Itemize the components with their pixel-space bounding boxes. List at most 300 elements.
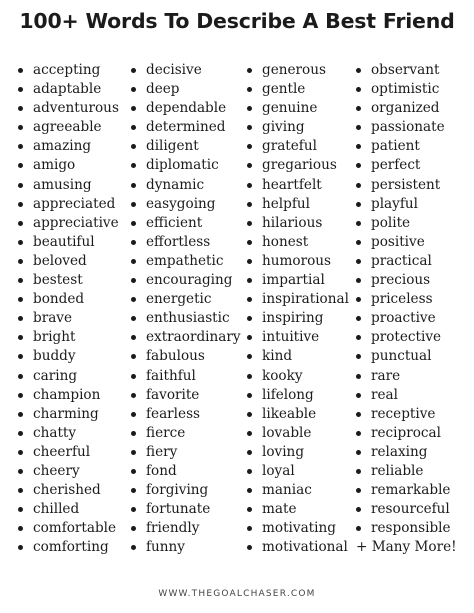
word-list-item [247, 328, 349, 347]
word-text: reliable [371, 462, 424, 479]
bullet-icon [18, 297, 23, 302]
bullet-icon [247, 68, 252, 73]
bullet-icon [18, 507, 23, 512]
word-text: effortless [146, 233, 211, 250]
word-text: fearless [146, 405, 201, 422]
word-text: accepting [33, 62, 101, 78]
word-column-3 [247, 61, 349, 557]
bullet-icon [131, 202, 136, 207]
bullet-icon [18, 106, 23, 111]
word-list-item [247, 80, 349, 99]
word-list-item [247, 290, 349, 309]
word-text: practical [371, 252, 432, 269]
bullet-icon [131, 412, 136, 417]
word-text: friendly [146, 520, 200, 537]
word-text: encouraging [146, 272, 233, 289]
word-text: intuitive [262, 329, 320, 346]
word-text: mate [262, 501, 297, 518]
word-text: bright [33, 329, 76, 346]
bullet-icon [356, 87, 361, 92]
bullet-icon [18, 354, 23, 359]
word-text: fiery [146, 443, 178, 460]
bullet-icon [356, 335, 361, 340]
word-text: fabulous [146, 348, 205, 365]
word-list-item [18, 233, 119, 252]
bullet-icon [247, 240, 252, 245]
bullet-icon [131, 469, 136, 474]
word-list-item [18, 195, 119, 214]
word-text: maniac [262, 482, 312, 499]
bullet-icon [131, 316, 136, 321]
word-text: observant [371, 62, 440, 78]
bullet-icon [18, 278, 23, 283]
word-text: fortunate [146, 501, 211, 518]
bullet-icon [131, 393, 136, 398]
bullet-icon [131, 106, 136, 111]
bullet-icon [247, 450, 252, 455]
word-list-item [131, 214, 241, 233]
word-list-item [131, 309, 241, 328]
word-list-item [18, 443, 119, 462]
bullet-icon [131, 354, 136, 359]
word-text: bonded [33, 291, 85, 308]
word-text: amigo [33, 157, 76, 174]
word-list-item [247, 481, 349, 500]
bullet-icon [247, 354, 252, 359]
bullet-icon [356, 526, 361, 531]
word-list-item [18, 481, 119, 500]
bullet-icon [247, 507, 252, 512]
word-list-item [356, 443, 457, 462]
word-text: beloved [33, 252, 87, 269]
word-list-item [18, 424, 119, 443]
word-text: buddy [33, 348, 76, 365]
word-text: lifelong [262, 386, 314, 403]
word-text: cheerful [33, 443, 91, 460]
word-list-item [356, 99, 457, 118]
word-text: energetic [146, 291, 212, 308]
word-list-item [247, 347, 349, 366]
word-list-item [247, 367, 349, 386]
word-list-item [247, 309, 349, 328]
word-text: forgiving [146, 482, 209, 499]
word-text: enthusiastic [146, 310, 230, 327]
word-text: gregarious [262, 157, 337, 174]
word-text: patient [371, 138, 420, 155]
word-text: impartial [262, 272, 325, 289]
word-text: persistent [371, 176, 441, 193]
bullet-icon [356, 125, 361, 130]
bullet-icon [18, 221, 23, 226]
bullet-icon [18, 316, 23, 321]
word-text: polite [371, 214, 411, 231]
word-text: gentle [262, 81, 306, 98]
bullet-icon [247, 431, 252, 436]
word-list-item [18, 176, 119, 195]
word-list-item [356, 137, 457, 156]
word-column-2 [131, 61, 241, 557]
bullet-icon [356, 374, 361, 379]
word-list-item [247, 137, 349, 156]
bullet-icon [247, 374, 252, 379]
word-text: resourceful [371, 501, 450, 518]
word-list-item [131, 519, 241, 538]
word-list-item [356, 214, 457, 233]
word-text: amusing [33, 176, 92, 193]
bullet-icon [18, 259, 23, 264]
page-title: 100+ Words To Describe A Best Friend [19, 9, 455, 33]
word-list-item [356, 233, 457, 252]
bullet-icon [356, 412, 361, 417]
bullet-icon [356, 68, 361, 73]
word-list-item [131, 405, 241, 424]
word-list-item [18, 386, 119, 405]
word-list-item [131, 424, 241, 443]
bullet-icon [18, 125, 23, 130]
bullet-icon [356, 488, 361, 493]
word-list-item [356, 405, 457, 424]
word-list-item [18, 214, 119, 233]
word-list-item [247, 99, 349, 118]
bullet-icon [247, 545, 252, 550]
word-text: honest [262, 233, 309, 250]
word-text: motivating [262, 520, 336, 537]
bullet-icon [18, 68, 23, 73]
bullet-icon [18, 87, 23, 92]
word-list-item [131, 156, 241, 175]
word-list-item [18, 118, 119, 137]
word-text: remarkable [371, 482, 451, 499]
word-text: cheery [33, 462, 80, 479]
bullet-icon [18, 144, 23, 149]
word-list-item [131, 137, 241, 156]
word-text: passionate [371, 119, 445, 136]
bullet-icon [247, 106, 252, 111]
website-footer: WWW.THEGOALCHASER.COM [158, 589, 316, 599]
word-list-item [18, 271, 119, 290]
word-list-item [131, 61, 241, 80]
bullet-icon [18, 469, 23, 474]
word-text: adaptable [33, 81, 102, 98]
bullet-icon [356, 278, 361, 283]
word-list-item [131, 99, 241, 118]
word-text: grateful [262, 138, 317, 155]
word-text: reciprocal [371, 424, 441, 441]
bullet-icon [356, 297, 361, 302]
bullet-icon [247, 221, 252, 226]
bullet-icon [18, 450, 23, 455]
word-text: perfect [371, 157, 421, 174]
word-list-item [247, 176, 349, 195]
word-list-item [247, 519, 349, 538]
word-text: organized [371, 100, 440, 117]
word-list-item [356, 462, 457, 481]
word-text: comfortable [33, 520, 117, 537]
bullet-icon [18, 393, 23, 398]
bullet-icon [356, 316, 361, 321]
bullet-icon [131, 335, 136, 340]
word-list-item [18, 137, 119, 156]
word-text: dynamic [146, 176, 205, 193]
bullet-icon [356, 354, 361, 359]
word-text: diligent [146, 138, 199, 155]
word-list-item [356, 500, 457, 519]
word-text: loyal [262, 462, 295, 479]
word-list-item [18, 538, 119, 557]
word-text: comforting [33, 539, 109, 556]
bullet-icon [18, 545, 23, 550]
word-list-item [131, 538, 241, 557]
word-list-item [131, 290, 241, 309]
word-text: appreciative [33, 214, 119, 231]
bullet-icon [247, 278, 252, 283]
word-list-item [247, 386, 349, 405]
word-list-item [356, 156, 457, 175]
word-list-item [356, 80, 457, 99]
bullet-icon [131, 374, 136, 379]
bullet-icon [247, 163, 252, 168]
word-list-item [18, 309, 119, 328]
word-list-item [247, 462, 349, 481]
bullet-icon [356, 259, 361, 264]
word-text: heartfelt [262, 176, 322, 193]
bullet-icon [356, 450, 361, 455]
word-text: caring [33, 367, 78, 384]
word-text: inspirational [262, 291, 349, 308]
word-text: champion [33, 386, 101, 403]
bullet-icon [18, 526, 23, 531]
word-list-item [131, 328, 241, 347]
bullet-icon [131, 297, 136, 302]
bullet-icon [356, 163, 361, 168]
word-text: faithful [146, 367, 196, 384]
word-text: funny [146, 539, 185, 556]
word-list-item [356, 61, 457, 80]
word-list-item [131, 367, 241, 386]
word-list-item [247, 118, 349, 137]
bullet-icon [18, 163, 23, 168]
word-list-item [247, 500, 349, 519]
word-text: bestest [33, 272, 83, 289]
bullet-icon [247, 87, 252, 92]
bullet-icon [247, 488, 252, 493]
word-text: priceless [371, 291, 433, 308]
word-text: likeable [262, 405, 317, 422]
word-text: charming [33, 405, 99, 422]
word-text: decisive [146, 62, 202, 78]
word-text: punctual [371, 348, 432, 365]
word-text: real [371, 386, 398, 403]
bullet-icon [131, 125, 136, 130]
bullet-icon [247, 183, 252, 188]
word-list-item [18, 500, 119, 519]
word-column-1 [18, 61, 119, 557]
bullet-icon [18, 374, 23, 379]
bullet-icon [356, 469, 361, 474]
word-text: motivational [262, 539, 348, 556]
word-text: responsible [371, 520, 451, 537]
bullet-icon [131, 545, 136, 550]
word-list-item [18, 462, 119, 481]
bullet-icon [356, 221, 361, 226]
word-list-item [247, 156, 349, 175]
bullet-icon [131, 87, 136, 92]
word-list-item [247, 214, 349, 233]
word-text: amazing [33, 138, 92, 155]
word-list-item [356, 519, 457, 538]
bullet-icon [131, 278, 136, 283]
word-list-item [131, 443, 241, 462]
bullet-icon [247, 469, 252, 474]
bullet-icon [356, 106, 361, 111]
word-text: dependable [146, 100, 227, 117]
bullet-icon [131, 183, 136, 188]
word-list-item [18, 367, 119, 386]
word-list-item [247, 233, 349, 252]
word-text: genuine [262, 100, 318, 117]
word-text: agreeable [33, 119, 102, 136]
bullet-icon [247, 316, 252, 321]
bullet-icon [131, 144, 136, 149]
word-list-item [356, 424, 457, 443]
word-list-item [356, 271, 457, 290]
word-text: humorous [262, 252, 331, 269]
word-list-item [131, 195, 241, 214]
word-list-item [18, 290, 119, 309]
word-text: brave [33, 310, 73, 327]
bullet-icon [247, 526, 252, 531]
word-text: beautiful [33, 233, 95, 250]
bullet-icon [131, 240, 136, 245]
word-text: playful [371, 195, 418, 212]
bullet-icon [18, 488, 23, 493]
word-text: inspiring [262, 310, 324, 327]
word-text: rare [371, 367, 401, 384]
word-text: optimistic [371, 81, 440, 98]
bullet-icon [247, 202, 252, 207]
word-list-item [18, 405, 119, 424]
bullet-icon [131, 221, 136, 226]
bullet-icon [131, 431, 136, 436]
word-list-item [356, 309, 457, 328]
word-list-item [247, 538, 349, 557]
bullet-icon [18, 335, 23, 340]
word-text: kooky [262, 367, 303, 384]
word-text: kind [262, 348, 293, 365]
bullet-icon [18, 202, 23, 207]
word-list-item [18, 80, 119, 99]
word-text: efficient [146, 214, 203, 231]
word-text: fierce [146, 424, 186, 441]
bullet-icon [18, 183, 23, 188]
word-list-item [131, 386, 241, 405]
word-list-item [131, 462, 241, 481]
word-list-item [356, 290, 457, 309]
word-text: precious [371, 272, 431, 289]
word-list-item [131, 176, 241, 195]
word-list-item [18, 252, 119, 271]
word-text: giving [262, 119, 305, 136]
word-text: chilled [33, 501, 80, 518]
word-text: generous [262, 62, 326, 78]
word-list-item [356, 252, 457, 271]
word-list-item [356, 481, 457, 500]
word-text: positive [371, 233, 425, 250]
bullet-icon [356, 393, 361, 398]
word-list-item [18, 519, 119, 538]
bullet-icon [356, 240, 361, 245]
bullet-icon [247, 412, 252, 417]
word-list-item [131, 481, 241, 500]
word-list-item [356, 347, 457, 366]
word-text: hilarious [262, 214, 323, 231]
bullet-icon [247, 125, 252, 130]
word-text: proactive [371, 310, 436, 327]
word-text: favorite [146, 386, 200, 403]
word-list-item [356, 176, 457, 195]
bullet-icon [18, 431, 23, 436]
word-text: extraordinary [146, 329, 241, 346]
bullet-icon [247, 393, 252, 398]
word-list-item [131, 118, 241, 137]
bullet-icon [247, 144, 252, 149]
word-column-4 [356, 61, 457, 557]
word-list-item [131, 500, 241, 519]
bullet-icon [356, 144, 361, 149]
word-list-item [131, 252, 241, 271]
word-list-item [356, 195, 457, 214]
bullet-icon [131, 259, 136, 264]
word-list-item [247, 271, 349, 290]
word-text: diplomatic [146, 157, 219, 174]
word-list-item [247, 195, 349, 214]
bullet-icon [131, 526, 136, 531]
many-more-label: + Many More! [356, 539, 457, 556]
bullet-icon [131, 488, 136, 493]
word-text: lovable [262, 424, 312, 441]
bullet-icon [131, 507, 136, 512]
word-text: cherished [33, 482, 101, 499]
bullet-icon [356, 183, 361, 188]
bullet-icon [131, 68, 136, 73]
word-list-item [18, 61, 119, 80]
word-list-item [18, 328, 119, 347]
word-text: protective [371, 329, 442, 346]
word-text: relaxing [371, 443, 428, 460]
bullet-icon [247, 259, 252, 264]
bullet-icon [356, 507, 361, 512]
word-list-item [356, 328, 457, 347]
word-list-item [247, 61, 349, 80]
bullet-icon [247, 297, 252, 302]
word-text: helpful [262, 195, 310, 212]
word-text: appreciated [33, 195, 116, 212]
word-text: empathetic [146, 252, 224, 269]
word-text: easygoing [146, 195, 216, 212]
word-list-item [356, 118, 457, 137]
word-text: fond [146, 462, 177, 479]
word-text: deep [146, 81, 180, 98]
word-list-item [247, 252, 349, 271]
word-list-item [356, 367, 457, 386]
word-list-item [131, 271, 241, 290]
word-text: loving [262, 443, 305, 460]
word-list-item [131, 233, 241, 252]
word-list-item [247, 405, 349, 424]
word-list-item [356, 386, 457, 405]
bullet-icon [131, 450, 136, 455]
word-list-item [18, 99, 119, 118]
